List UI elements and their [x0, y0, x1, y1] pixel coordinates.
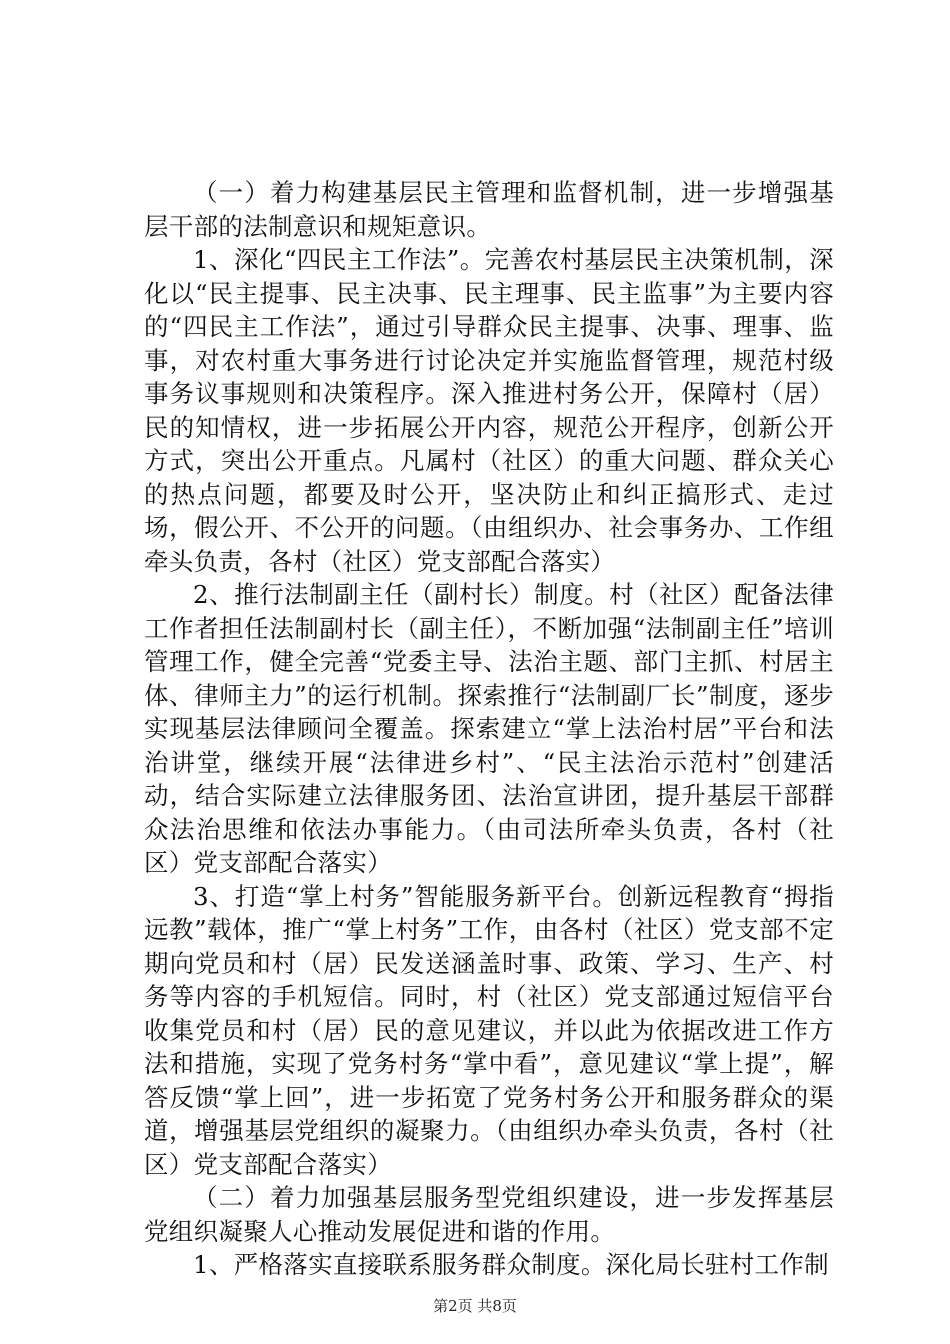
document-body [144, 176, 834, 1282]
section-heading-2: （二）着力加强基层服务型党组织建设，进一步发挥基层党组织凝聚人心推动发展促进和谐的作用。 [144, 1183, 834, 1246]
paragraph-item-2-1: 1、严格落实直接联系服务群众制度。深化局长驻村工作制 [193, 1250, 829, 1279]
paragraph-item-1-1: 1、深化“四民主工作法”。完善农村基层民主决策机制，深化以“民主提事、民主决事、民主理事、民主监事”为主要内容的“四民主工作法”，通过引导群众民主提事、决事、理事、监事，对农村重大事务进行讨论决定并实施监督管理，规范村级事务议事规则和决策程序。深入推进村务公开，保障村（居）民的知情权，进一步拓展公开内容，规范公开程序，创新公开方式，突出公开重点。凡属村（社区）的重大问题、群众关心的热点问题，都要及时公开，坚决防止和纠正搞形式、走过场，假公开、不公开的问题。（由组织办、社会事务办、工作组牵头负责，各村（社区）党支部配合落实） [144, 245, 834, 576]
paragraph-item-1-3: 3、打造“掌上村务”智能服务新平台。创新远程教育“拇指远教”载体，推广“掌上村务”工作，由各村（社区）党支部不定期向党员和村（居）民发送涵盖时事、政策、学习、生产、村务等内容的手机短信。同时，村（社区）党支部通过短信平台收集党员和村（居）民的意见建议，并以此为依据改进工作方法和措施，实现了党务村务“掌中看”，意见建议“掌上提”，解答反馈“掌上回”，进一步拓宽了党务村务公开和服务群众的渠道，增强基层党组织的凝聚力。（由组织办牵头负责，各村（社区）党支部配合落实） [144, 881, 834, 1179]
paragraph-item-1-2: 2、推行法制副主任（副村长）制度。村（社区）配备法律工作者担任法制副村长（副主任），不断加强“法制副主任”培训管理工作，健全完善“党委主导、法治主题、部门主抓、村居主体、律师主力”的运行机制。探索推行“法制副厂长”制度，逐步实现基层法律顾问全覆盖。探索建立“掌上法治村居”平台和法治讲堂，继续开展“法律进乡村”、“民主法治示范村”创建活动，结合实际建立法律服务团、法治宣讲团，提升基层干部群众法治思维和依法办事能力。（由司法所牵头负责，各村（社区）党支部配合落实） [144, 580, 834, 877]
section-heading-1: （一）着力构建基层民主管理和监督机制，进一步增强基层干部的法制意识和规矩意识。 [144, 178, 834, 241]
page-number-footer: 第2页 共8页 [433, 1297, 517, 1315]
